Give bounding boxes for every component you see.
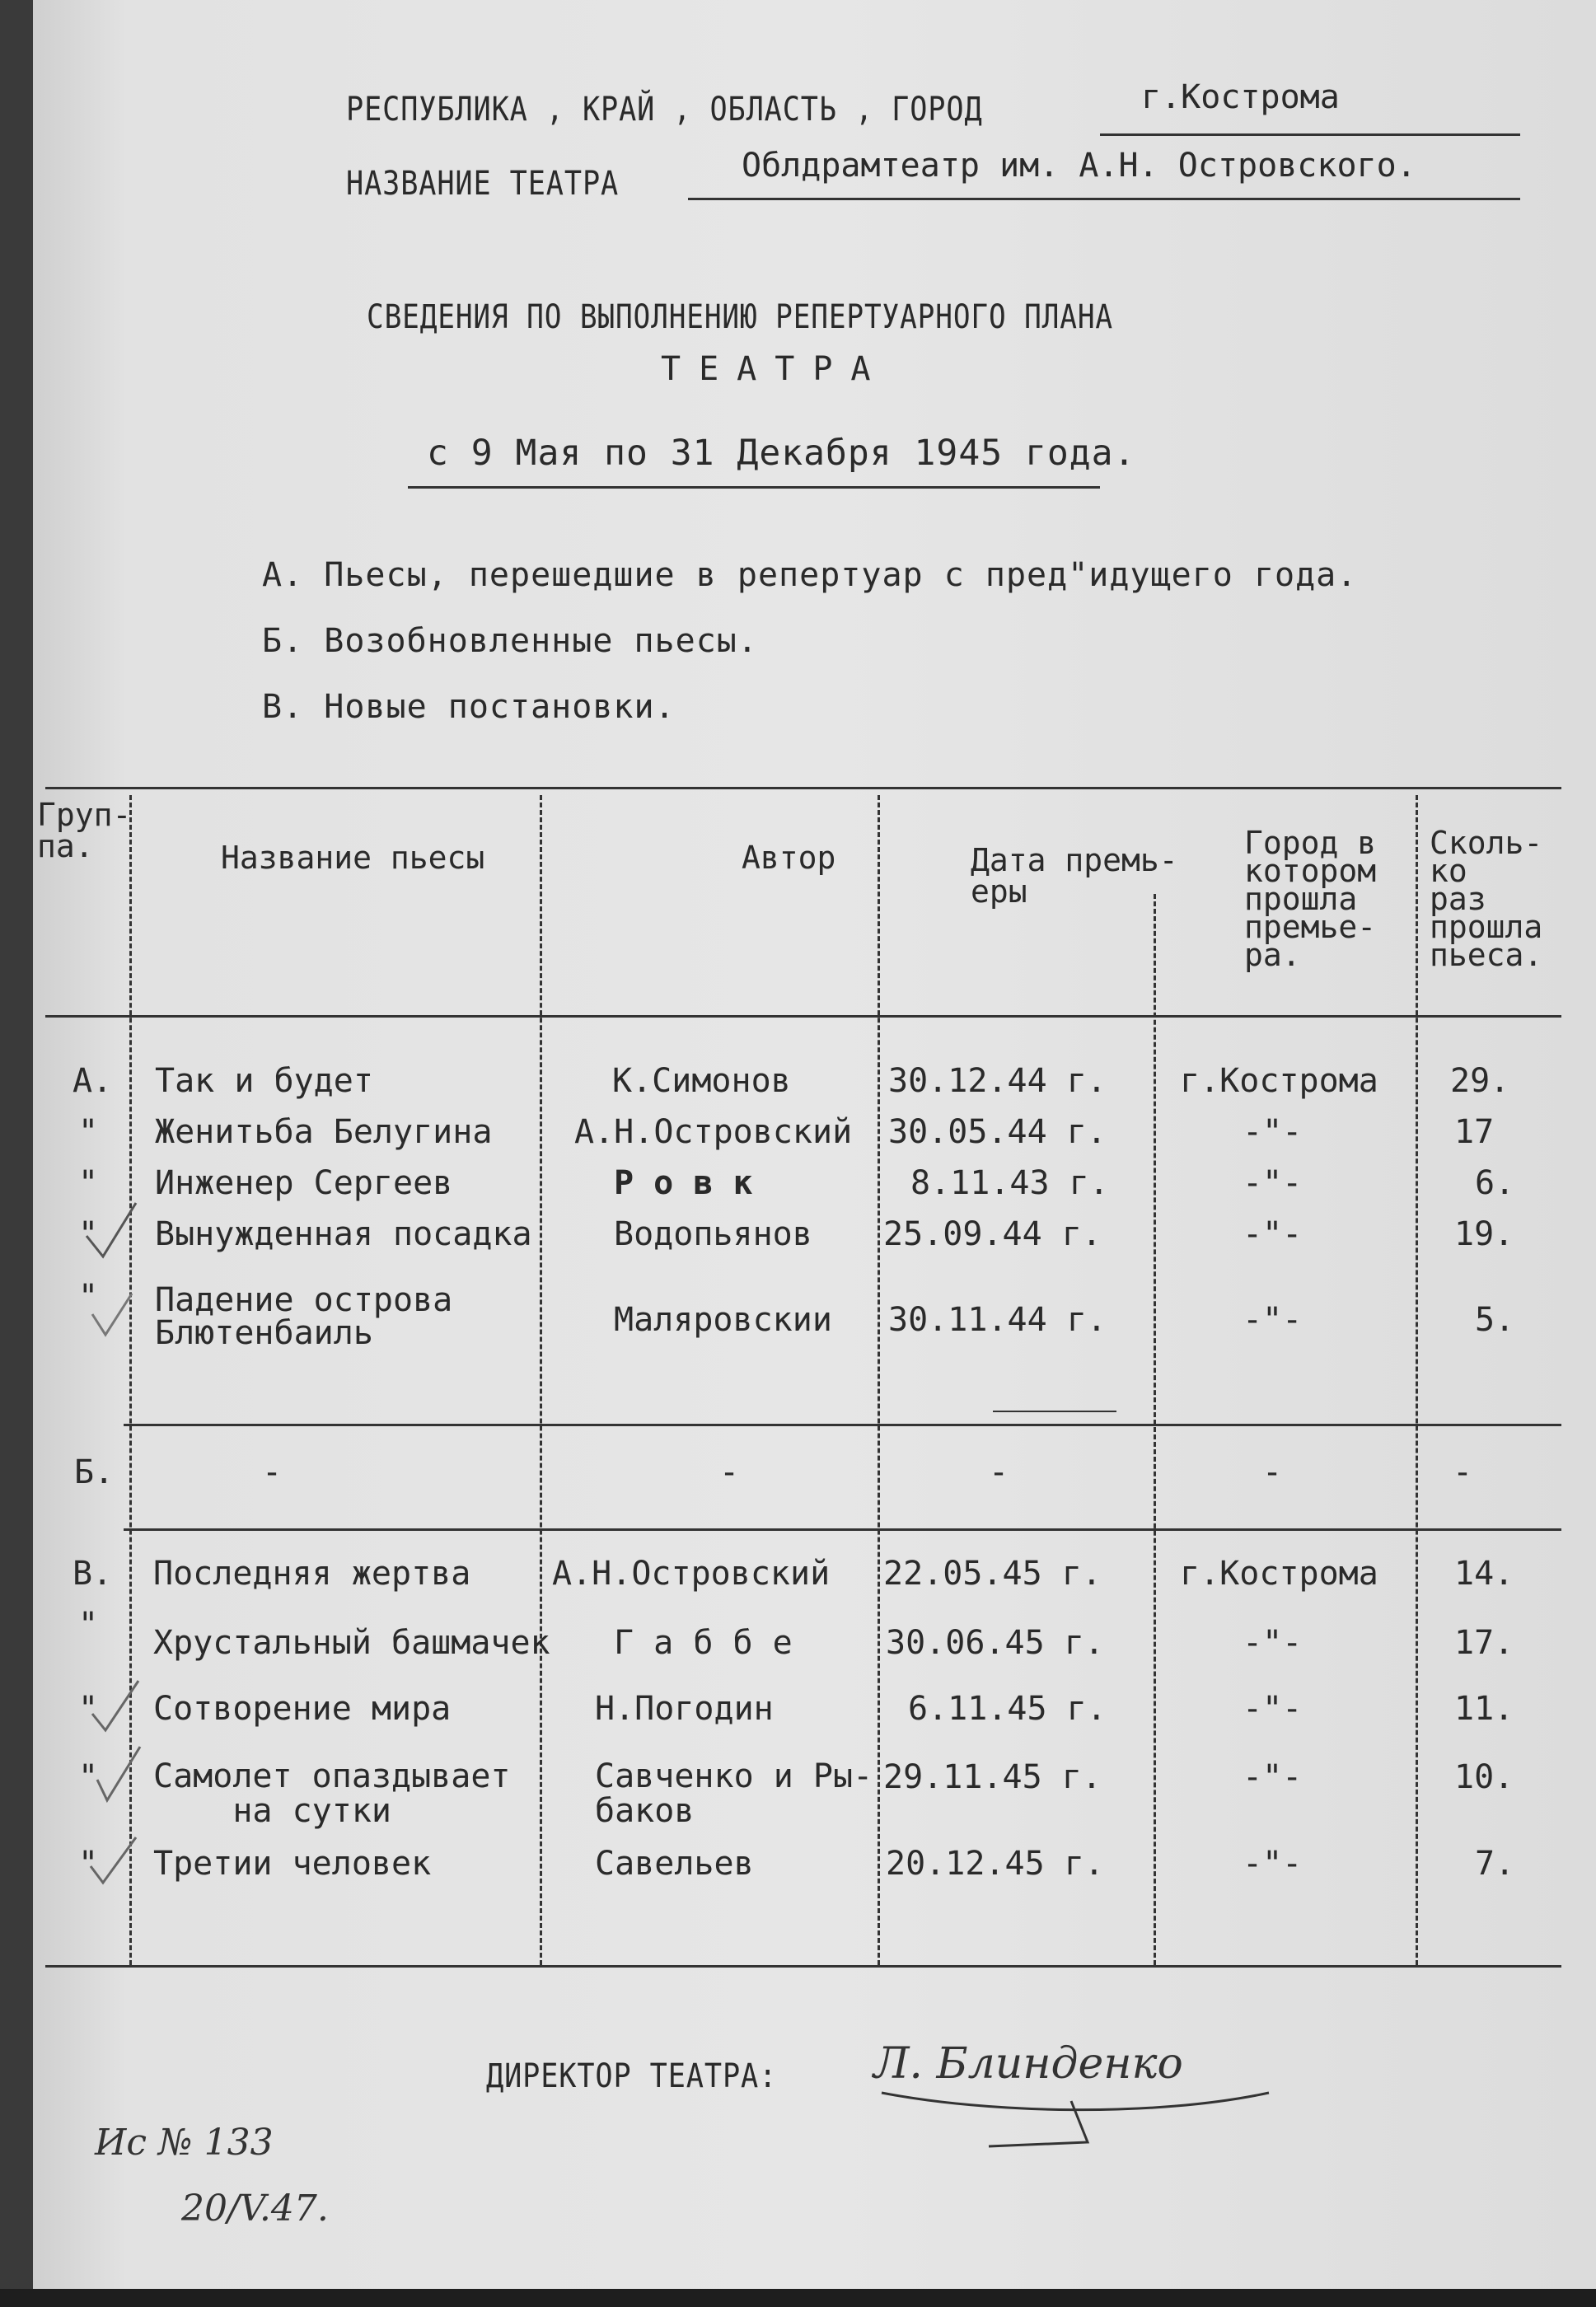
cell-author: Савельев — [595, 1845, 754, 1883]
cell-count: 7. — [1475, 1845, 1515, 1883]
cell-play: Сотворение мира — [153, 1690, 452, 1728]
cell-city: -"- — [1243, 1690, 1303, 1728]
cell-group: " — [78, 1278, 99, 1316]
th-group: Груп- па. — [37, 797, 132, 864]
cell-play: Самолет опаздывает на сутки — [153, 1757, 511, 1830]
cell-count: 6. — [1475, 1164, 1515, 1202]
cell-play: Инженер Сергеев — [155, 1164, 453, 1202]
cell-group: В. — [73, 1555, 113, 1593]
cell-date: 29.11.45 г. — [883, 1758, 1102, 1796]
cell-play: Женитьба Белугина — [155, 1113, 493, 1151]
cell-author: А.Н.Островский — [574, 1113, 853, 1151]
cell-group: А. — [73, 1062, 113, 1100]
cell-group: " — [78, 1845, 99, 1883]
theatre-label: НАЗВАНИЕ ТЕАТРА — [346, 165, 620, 203]
cell-group: " — [78, 1215, 99, 1253]
cell-play: - — [262, 1453, 283, 1491]
cell-count: 11. — [1454, 1690, 1514, 1728]
cell-author: - — [719, 1453, 740, 1491]
archive-note: Ис № 133 — [95, 2122, 274, 2164]
th-author: Автор — [742, 840, 836, 876]
cell-play: Так и будет — [155, 1062, 373, 1100]
cell-date: 30.11.44 г. — [888, 1301, 1107, 1339]
th-count: Сколь- ко раз прошла пьеса. — [1430, 825, 1543, 973]
check-mark — [97, 1747, 140, 1800]
cell-author: Маляровскии — [614, 1301, 832, 1339]
cell-count: 5. — [1475, 1301, 1515, 1339]
cell-city: -"- — [1243, 1845, 1303, 1883]
cell-play: Падение острова Блютенбаиль — [155, 1281, 453, 1352]
cell-group: " — [78, 1690, 99, 1728]
th-city: Город в котором прошла премье- ра. — [1244, 825, 1377, 973]
cell-author: Г а б б е — [614, 1624, 793, 1662]
cell-play: Хрустальный башмачек — [153, 1624, 550, 1662]
legend-b: Б. Возобновленные пьесы. — [262, 622, 758, 660]
cell-date: 30.06.45 г. — [886, 1624, 1104, 1662]
theatre-value: Облдрамтеатр им. А.Н. Островского. — [742, 147, 1416, 185]
cell-count: 14. — [1454, 1555, 1514, 1593]
cell-city: -"- — [1243, 1624, 1303, 1662]
cell-author: А.Н.Островский — [552, 1555, 831, 1593]
report-title: СВЕДЕНИЯ ПО ВЫПОЛНЕНИЮ РЕПЕРТУАРНОГО ПЛАНА — [367, 298, 1113, 336]
cell-date: 22.05.45 г. — [883, 1555, 1102, 1593]
check-mark — [92, 1294, 132, 1335]
cell-city: -"- — [1243, 1113, 1303, 1151]
cell-city: г.Кострома — [1180, 1062, 1378, 1100]
cell-date: 20.12.45 г. — [886, 1845, 1104, 1883]
cell-author: Н.Погодин — [595, 1690, 774, 1728]
director-label: ДИРЕКТОР ТЕАТРА: — [486, 2057, 778, 2095]
signature-flourish — [882, 2093, 1269, 2146]
cell-group: " — [78, 1606, 99, 1644]
cell-date: 30.05.44 г. — [888, 1113, 1107, 1151]
check-mark — [87, 1203, 136, 1256]
cell-date: 8.11.43 г. — [910, 1164, 1109, 1202]
th-premiere-date: Дата премь- еры — [971, 842, 1178, 910]
report-subtitle: ТЕАТРА — [661, 350, 889, 388]
cell-city: - — [1262, 1453, 1283, 1491]
cell-group: " — [78, 1164, 99, 1202]
cell-city: г.Кострома — [1180, 1555, 1378, 1593]
cell-date: 6.11.45 г. — [908, 1690, 1107, 1728]
cell-play: Третии человек — [153, 1845, 432, 1883]
th-play: Название пьесы — [221, 840, 485, 876]
report-period: с 9 Мая по 31 Декабря 1945 года. — [427, 433, 1136, 474]
cell-count: 10. — [1454, 1758, 1514, 1796]
cell-group: " — [78, 1758, 99, 1796]
cell-count: 17. — [1454, 1624, 1514, 1662]
cell-author: Водопьянов — [614, 1215, 812, 1253]
check-mark — [91, 1837, 136, 1883]
cell-author: Р о в к — [614, 1164, 753, 1202]
cell-date: 25.09.44 г. — [883, 1215, 1102, 1253]
cell-count: 17 — [1454, 1113, 1495, 1151]
cell-city: -"- — [1243, 1758, 1303, 1796]
cell-play: Последняя жертва — [153, 1555, 471, 1593]
cell-count: 19. — [1454, 1215, 1514, 1253]
cell-city: -"- — [1243, 1215, 1303, 1253]
archive-note-date: 20/V.47. — [181, 2188, 329, 2230]
region-label: РЕСПУБЛИКА , КРАЙ , ОБЛАСТЬ , ГОРОД — [346, 91, 983, 129]
cell-play: Вынужденная посадка — [155, 1215, 532, 1253]
legend-a: А. Пьесы, перешедшие в репертуар с пред"идущего года. — [262, 556, 1358, 594]
cell-city: -"- — [1243, 1301, 1303, 1339]
cell-city: -"- — [1243, 1164, 1303, 1202]
cell-group: " — [78, 1113, 99, 1151]
cell-date: - — [989, 1453, 1009, 1491]
cell-count: 29. — [1450, 1062, 1510, 1100]
cell-date: 30.12.44 г. — [888, 1062, 1107, 1100]
director-signature: Л. Блинденко — [873, 2039, 1183, 2089]
cell-author: Савченко и Ры- баков — [595, 1757, 873, 1830]
check-mark — [92, 1681, 138, 1730]
legend-c: В. Новые постановки. — [262, 688, 676, 726]
cell-author: К.Симонов — [612, 1062, 791, 1100]
region-value: г.Кострома — [1141, 78, 1340, 116]
cell-count: - — [1453, 1453, 1473, 1491]
cell-group: Б. — [74, 1453, 115, 1491]
